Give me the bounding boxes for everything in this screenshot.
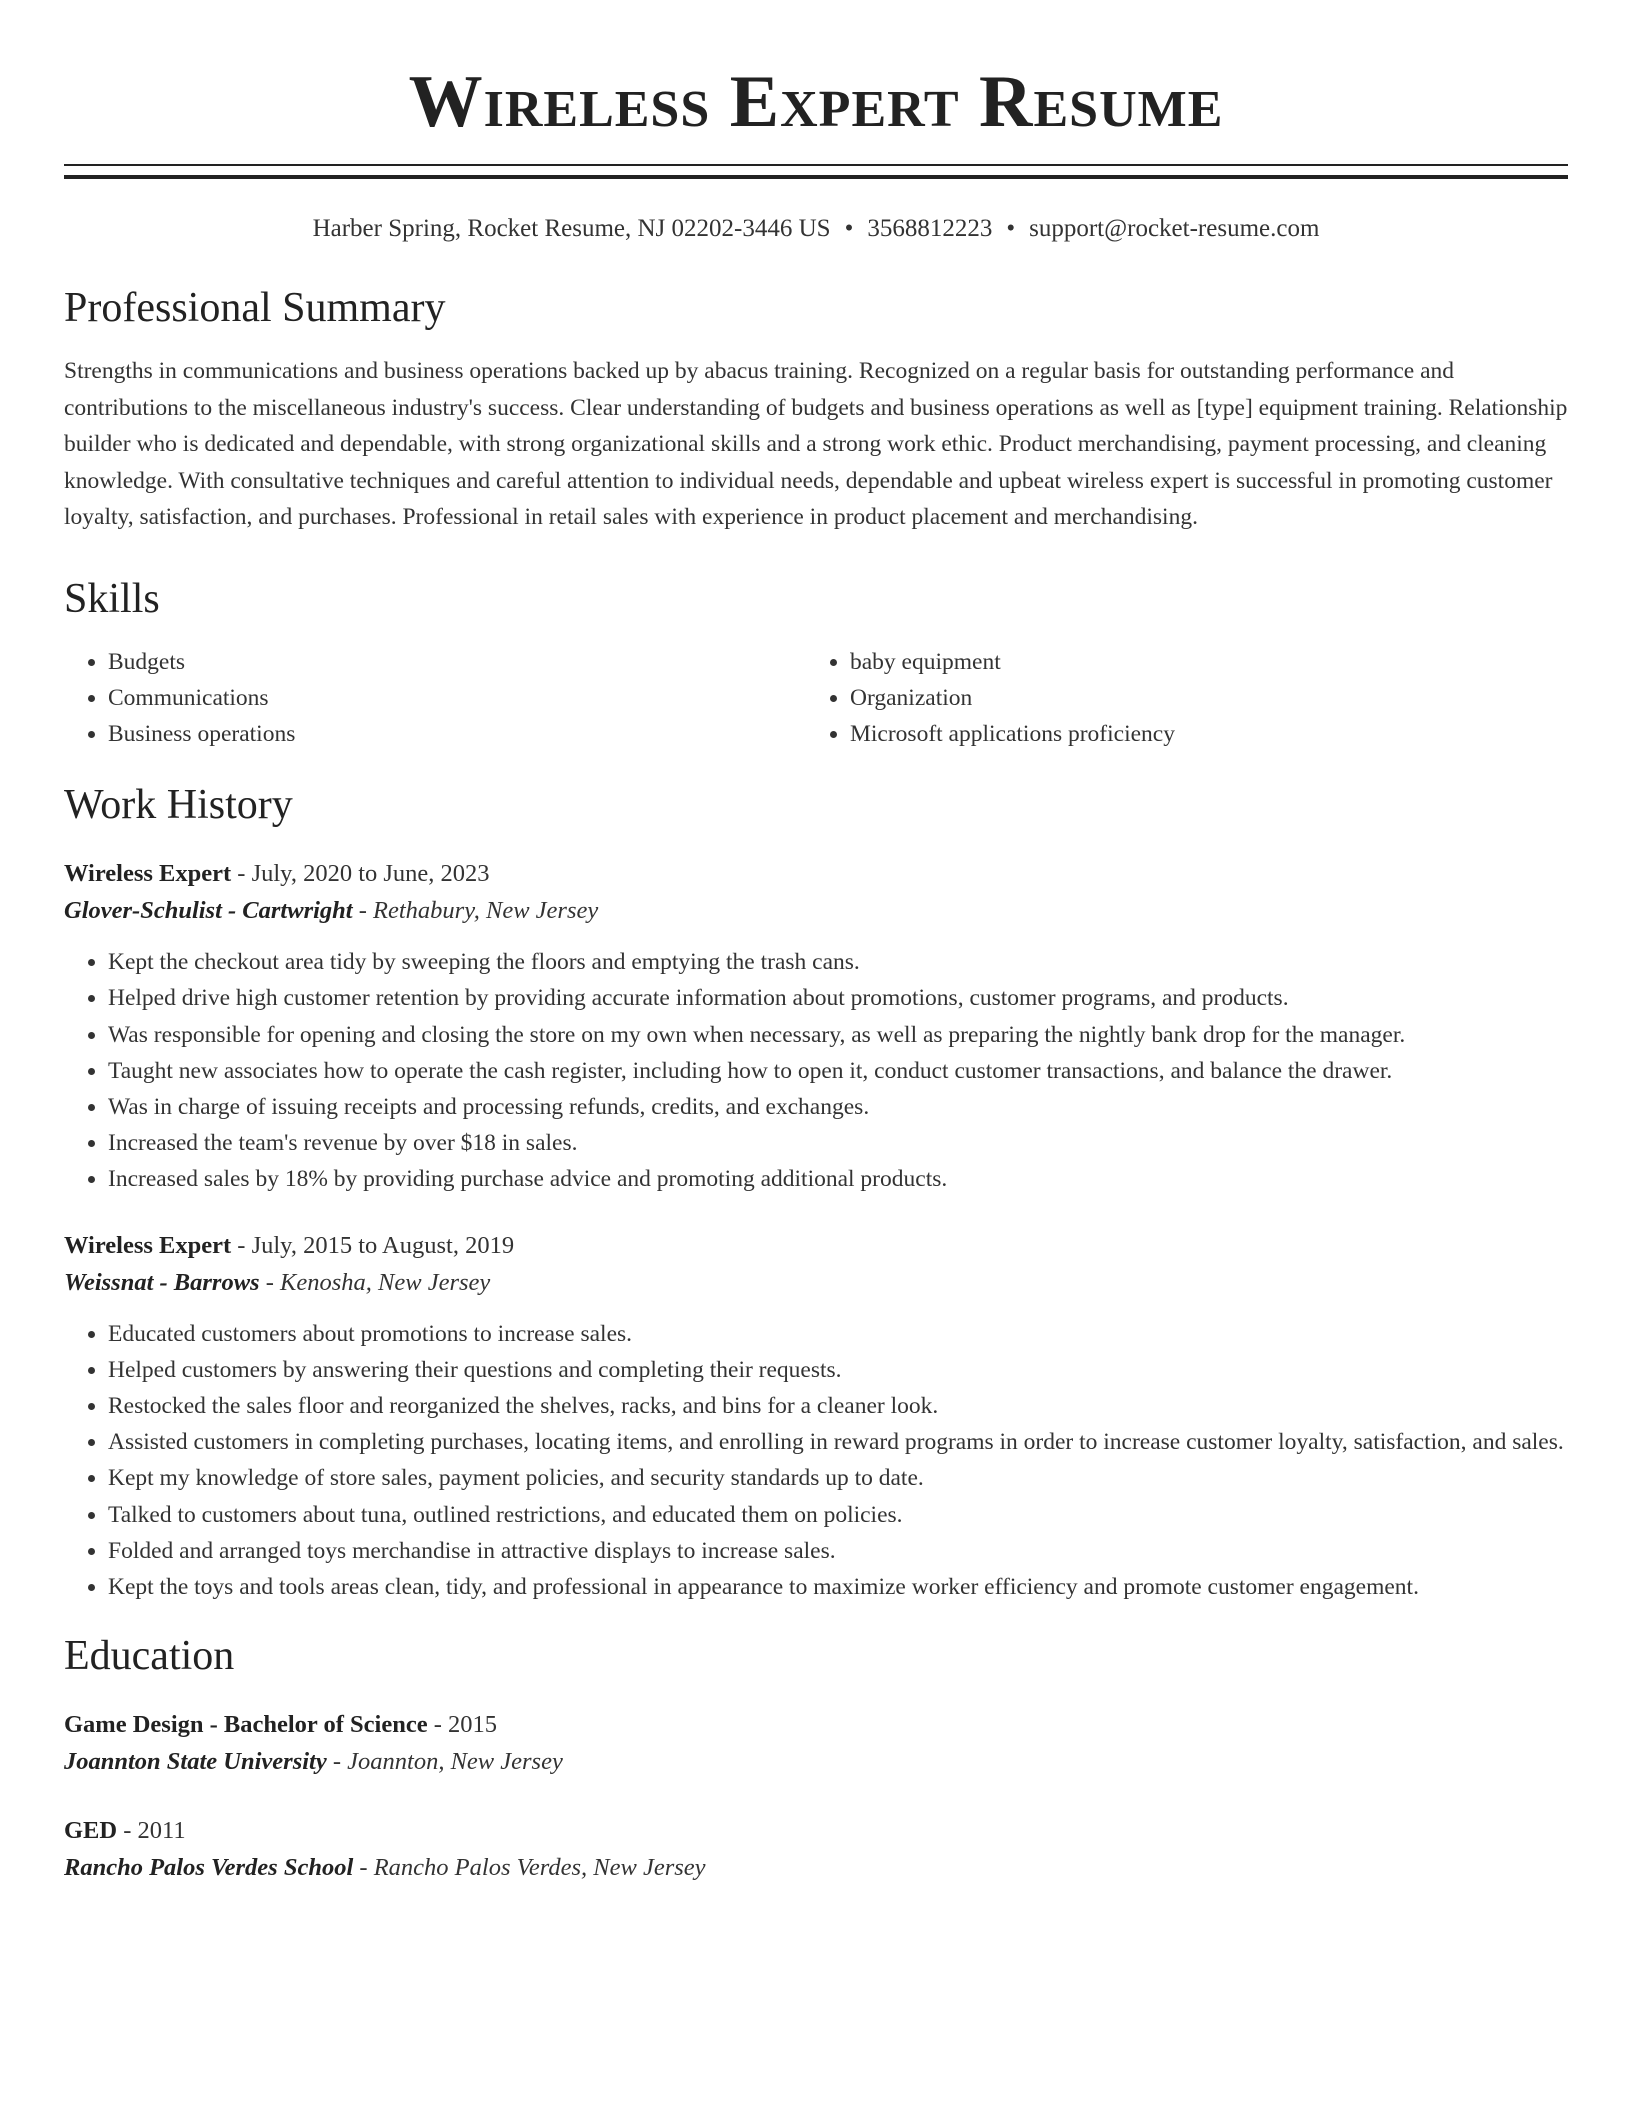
job-bullet: • Kept the checkout area tidy by sweeping the floors and emptying the trash cans. — [108, 944, 1568, 980]
skills-columns — [64, 644, 1568, 753]
company-line — [64, 892, 1568, 930]
skill-item: • baby equipment — [850, 644, 1548, 680]
degree-name: Game Design - Bachelor of Science — [64, 1711, 428, 1739]
title-divider — [64, 164, 1568, 179]
job-bullets — [64, 944, 1568, 1197]
school-name: Joannton State University — [64, 1748, 327, 1776]
contact-separator: • — [1006, 215, 1016, 242]
dash-separator: - — [259, 1268, 281, 1296]
contact-email: support@rocket-resume.com — [1029, 215, 1320, 242]
company-name: Weissnat - Barrows — [64, 1268, 260, 1296]
skill-item: • Organization — [850, 680, 1548, 716]
skill-item: • Business operations — [108, 716, 806, 752]
job-bullet: • Increased sales by 18% by providing purchase advice and promoting additional products. — [108, 1161, 1568, 1197]
skill-item: • Budgets — [108, 644, 806, 680]
job-title: Wireless Expert — [64, 1231, 232, 1259]
school-location: Rancho Palos Verdes, New Jersey — [373, 1854, 706, 1882]
education-entry — [64, 1707, 1568, 1781]
contact-phone: 3568812223 — [867, 215, 993, 242]
education-entry — [64, 1813, 1568, 1887]
degree-line — [64, 1707, 1568, 1743]
job-bullet: • Helped customers by answering their questions and completing their requests. — [108, 1352, 1568, 1388]
job-bullet: • Was in charge of issuing receipts and processing refunds, credits, and exchanges. — [108, 1089, 1568, 1125]
job-bullet: • Was responsible for opening and closing the store on my own when necessary, as well as preparing the nightly bank drop for the manager. — [108, 1017, 1568, 1053]
job-bullet: • Assisted customers in completing purchases, locating items, and enrolling in reward programs in order to increase customer loyalty, satisfaction, and sales. — [108, 1424, 1568, 1460]
graduation-year: 2011 — [137, 1817, 186, 1845]
company-location: Rethabury, New Jersey — [373, 897, 599, 925]
job-dates: July, 2015 to August, 2019 — [251, 1231, 515, 1259]
degree-line — [64, 1813, 1568, 1849]
dash-separator: - — [231, 860, 252, 888]
skill-item: • Communications — [108, 680, 806, 716]
school-line — [64, 1849, 1568, 1887]
contact-address: Harber Spring, Rocket Resume, NJ 02202-3446 US — [312, 215, 831, 242]
summary-heading: Professional Summary — [64, 285, 446, 331]
dash-separator: - — [427, 1711, 448, 1739]
job-bullet: • Taught new associates how to operate the cash register, including how to open it, conduct customer transactions, and balance the drawer. — [108, 1053, 1568, 1089]
job-bullet: • Folded and arranged toys merchandise in attractive displays to increase sales. — [108, 1533, 1568, 1569]
job-bullets — [64, 1316, 1568, 1606]
work-history-heading: Work History — [64, 782, 293, 829]
education-heading: Education — [64, 1633, 235, 1680]
job-bullet: • Educated customers about promotions to increase sales. — [108, 1316, 1568, 1352]
company-line — [64, 1264, 1568, 1302]
job-bullet: • Kept the toys and tools areas clean, tidy, and professional in appearance to maximize worker efficiency and promote customer engagement. — [108, 1569, 1568, 1605]
job-entry — [64, 1228, 1568, 1606]
job-bullet: • Restocked the sales floor and reorganized the shelves, racks, and bins for a cleaner look. — [108, 1388, 1568, 1424]
company-name: Glover-Schulist - Cartwright — [64, 897, 353, 925]
dash-separator: - — [352, 897, 374, 925]
contact-line — [64, 213, 1568, 245]
resume-title: Wireless Expert Resume — [408, 61, 1224, 143]
company-location: Kenosha, New Jersey — [280, 1268, 491, 1296]
job-title-line — [64, 1228, 1568, 1264]
dash-separator: - — [231, 1231, 252, 1259]
skill-item: • Microsoft applications proficiency — [850, 716, 1548, 752]
dash-separator: - — [353, 1854, 374, 1882]
job-bullet: • Increased the team's revenue by over $18 in sales. — [108, 1125, 1568, 1161]
skills-left-list — [64, 644, 806, 753]
job-bullet: • Helped drive high customer retention by providing accurate information about promotions, customer programs, and products. — [108, 980, 1568, 1016]
job-dates: July, 2020 to June, 2023 — [251, 860, 490, 888]
job-title: Wireless Expert — [64, 860, 232, 888]
school-line — [64, 1743, 1568, 1781]
degree-name: GED — [64, 1817, 118, 1845]
job-title-line — [64, 856, 1568, 892]
job-entry — [64, 856, 1568, 1197]
job-bullet: • Talked to customers about tuna, outlined restrictions, and educated them on policies. — [108, 1497, 1568, 1533]
dash-separator: - — [326, 1748, 348, 1776]
skills-heading: Skills — [64, 575, 160, 622]
job-bullet: • Kept my knowledge of store sales, payment policies, and security standards up to date. — [108, 1460, 1568, 1496]
contact-separator: • — [844, 215, 854, 242]
school-location: Joannton, New Jersey — [347, 1748, 563, 1776]
graduation-year: 2015 — [448, 1711, 497, 1739]
summary-text: Strengths in communications and business operations backed up by abacus training. Recognized on a regular basis for outstanding performance and contributions to the miscellaneous industry's success. Clear understanding of budgets and business operations as well as [type] equipment training. Relationship builder who is dedicated and dependable, with strong organizational skills and a strong work ethic. Product merchandising, payment processing, and cleaning knowledge. With consultative techniques and careful attention to individual needs, dependable and upbeat wireless expert is successful in promoting customer loyalty, satisfaction, and purchases. Professional in retail sales with experience in product placement and merchandising. — [64, 358, 1568, 530]
skills-right-list — [806, 644, 1548, 753]
dash-separator: - — [117, 1817, 138, 1845]
school-name: Rancho Palos Verdes School — [64, 1854, 354, 1882]
